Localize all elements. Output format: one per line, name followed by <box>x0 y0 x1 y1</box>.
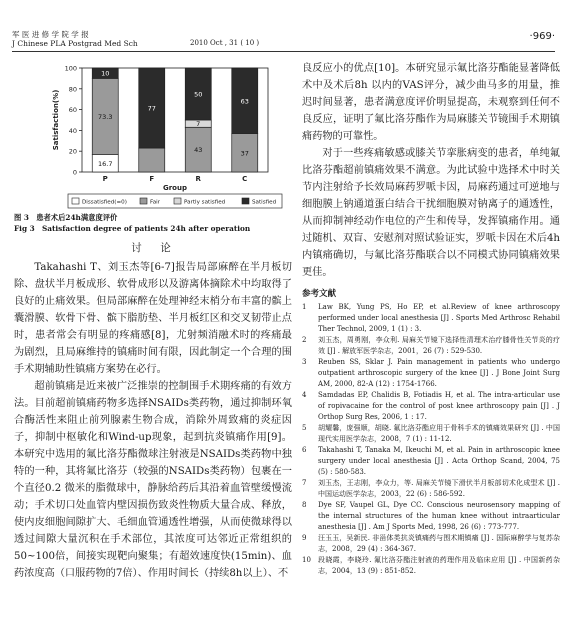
discussion-paragraph-2: 超前镇痛是近来被广泛推崇的控制围手术期疼痛的有效方法。目前超前镇痛药物多选择NSAIDs类药物，通过抑制环氧合酶活性来阻止前列腺素生物合成，消除外周致痛的炎症因子，抑制中枢敏化和Wind-up现象，起到抗炎镇痛作用[9]。本研究中选用的氟比洛芬酯微球注射液是NSAIDs类药物中独特的一种，其将氟比洛芬（较强的NSAIDs类药物）包裹在一个直径0.2 微米的脂微球中，静脉给药后其沿着血管壁缓慢流动；手术切口处血管内壁因损伤致炎性物质大量合成、释放，使内皮细胞间隙扩大、毛细血管通透性增强，从而使微球得以透过间隙大量沉积在手术部位，其浓度可达邻近正常组织的50~100倍，间接实现靶向聚集；有超效速度快(15min)、血药浓度高（口服药物的7倍）、作用时间长（持续8h以上）、不 <box>14 381 292 579</box>
legend-swatch <box>72 198 79 204</box>
reference-item <box>302 357 560 390</box>
legend-label: Fair <box>150 199 160 206</box>
stacked-bar-chart <box>14 60 292 212</box>
legend-label: Dissatisfied(=0) <box>82 199 127 206</box>
y-tick-label: 80 <box>68 85 77 94</box>
reference-item <box>302 555 560 577</box>
reference-number: 4 <box>302 391 307 399</box>
y-tick-label: 40 <box>68 126 77 135</box>
figure-caption-cn: 图 3 患者术后24h满意度评价 <box>14 213 118 222</box>
data-label: 50 <box>194 90 203 99</box>
reference-item <box>302 533 560 555</box>
data-label: 63 <box>240 97 249 106</box>
reference-text: 刘玉杰，王志刚，李众力，等. 局麻关节镜下滑伏半月板部切术化成型术 [J] . 中国运动医学杂志，2003，22 (6) : 586-592. <box>318 479 560 498</box>
journal-name-en: J Chinese PLA Postgrad Med Sch <box>12 39 138 48</box>
reference-item <box>302 445 560 478</box>
reference-text: Takahashi T, Tanaka M, Ikeuchi M, et al. Pain in arthroscopic knee surgery under local anesthesia [J] . Acta Orthop Scand, 2004, 75 (5) : 580-583. <box>318 446 560 476</box>
page-number: ·969· <box>529 31 555 42</box>
reference-item <box>302 302 560 335</box>
x-tick-label: R <box>195 175 201 183</box>
data-label: 37 <box>240 149 249 158</box>
reference-item <box>302 335 560 357</box>
data-label: 77 <box>147 104 156 113</box>
reference-text: 汪玉玉，吴新民. 非甾体类抗炎镇痛药与围术期镇痛 [J] . 国际麻醉学与复苏杂志，2008，29 (4) : 364-367. <box>318 534 560 553</box>
reference-number: 1 <box>302 303 307 311</box>
data-label: 73.3 <box>98 113 113 122</box>
reference-text: Law BK, Yung PS, Ho EP, et al.Review of knee arthroscopy performed under local anesthesia [J] . Sports Med Arthrosc Rehabil Ther Technol, 2009, 1 (1) : 3. <box>318 303 560 333</box>
y-tick-label: 20 <box>68 147 77 156</box>
y-axis-label: Satisfaction(%) <box>52 89 60 151</box>
reference-number: 8 <box>302 501 307 509</box>
data-label: 16.7 <box>98 159 113 168</box>
reference-text: Dye SF, Vaupel GL, Dye CC. Conscious neurosensory mapping of the internal structures of the human knee without intraarticular anesthesia [J] . Am J Sports Med, 1998, 26 (6) : 773-777. <box>318 501 560 531</box>
x-tick-label: F <box>149 175 155 183</box>
discussion-heading: 讨 论 <box>131 242 175 254</box>
y-tick-label: 100 <box>64 64 77 73</box>
legend-swatch <box>174 198 181 204</box>
discussion-paragraph-4: 对于一些疼痛敏感或膝关节挛胀病变的患者，单纯氟比洛芬酯超前镇痛效果不满意。为此试验中选择术中时关节内注射给予长效局麻药罗哌卡因，局麻药通过可逆地与细胞膜上钠通道蛋白结合干扰细胞膜对钠离子的通透性，从而抑制神经动作电位的产生和传导，发挥镇痛作用。通过随机、双盲、安慰剂对照试验证实，罗哌卡因在术后4h内镇痛确切，与氟比洛芬酯联合以不同模式协同镇痛效果更佳。 <box>302 148 560 278</box>
x-tick-label: P <box>102 175 108 183</box>
y-tick-label: 0 <box>72 168 77 177</box>
journal-name-cn: 军 医 进 修 学 院 学 报 <box>12 30 89 39</box>
reference-text: Samdadas EP, Chalidis B, Fotiadis H, et al. The intra-articular use of ropivacaine for the control of post knee arthroscopy pain [J] . J Orthop Surg Res, 2006, 1 : 17. <box>318 391 560 421</box>
discussion-paragraph-3: 良反应小的优点[10]。本研究显示氟比洛芬酯能显著降低术中及术后8h 以内的VAS评分，减少曲马多的用量，推迟时间显著，患者满意度评价明显提高，未观察到任何不良反应，证明了氟比洛芬酯作为局麻膝关节镜围手术期镇痛药物的可靠性。 <box>302 63 560 142</box>
legend-swatch <box>242 198 249 204</box>
reference-number: 3 <box>302 358 307 366</box>
reference-number: 7 <box>302 479 307 487</box>
reference-item <box>302 423 560 445</box>
reference-text: 刘玉杰，周勇刚，李众利. 局麻关节镜下选择性清理术治疗膝骨性关节炎的疗效 [J] . 解放军医学杂志，2001，26 (7) : 529-530. <box>318 336 560 355</box>
figure-caption-en: Fig 3 Satisfaction degree of patients 24h after operation <box>14 224 251 233</box>
legend-swatch <box>140 198 147 204</box>
reference-item <box>302 478 560 500</box>
reference-number: 9 <box>302 534 307 542</box>
figure-3-chart <box>14 60 292 212</box>
reference-item <box>302 500 560 533</box>
reference-number: 6 <box>302 446 307 454</box>
reference-number: 5 <box>302 424 307 432</box>
x-tick-label: C <box>242 175 248 183</box>
data-label: 10 <box>101 69 110 78</box>
left-column <box>14 60 292 582</box>
x-axis-label: Group <box>162 184 188 192</box>
reference-text: 胡耀馨，庞强顺，胡晓. 氟比洛芬酯应用于骨科手术的镇痛效果研究 [J] . 中国现代实用医学杂志，2008，7 (1) : 11-12. <box>318 424 560 443</box>
reference-list <box>302 302 560 577</box>
reference-number: 2 <box>302 336 307 344</box>
reference-item <box>302 390 560 423</box>
reference-text: Reuben SS, Sklar J. Pain management in patients who undergo outpatient arthroscopic surgery of the knee [J] . J Bone Joint Surg AM, 2000, 82-A (12) : 1754-1766. <box>318 358 560 388</box>
discussion-paragraph-1: Takahashi T、刘玉杰等[6-7]报告局部麻醉在半月板切除、盘状半月板成形、软骨成形以及游离体摘除术中均取得了良好的止痛效果。但局部麻醉在处理神经末梢分布丰富的髌上囊滑膜、软骨下骨、髌下脂肪垫、半月板红区和交叉韧带止点时，患者常会有明显的疼痛感[8]，尤射频消融术时的疼痛最为剧烈，且局麻维持的镇痛时间有限，因此制定一个合理的围手术期辅助性镇痛方案势在必行。 <box>14 262 292 375</box>
header-rule <box>12 51 555 52</box>
bar-segment <box>139 148 165 172</box>
running-header <box>12 30 555 48</box>
y-tick-label: 60 <box>68 106 77 115</box>
right-column <box>302 60 560 577</box>
reference-text: 段晓霞，李晓玲. 氟比洛芬酯注射液的药理作用及临床应用 [J] . 中国新药杂志，2004，13 (9) : 851-852. <box>318 556 560 575</box>
data-label: 43 <box>194 146 203 155</box>
reference-number: 10 <box>302 556 311 564</box>
issue-date: 2010 Oct , 31 ( 10 ) <box>190 39 260 47</box>
legend-label: Satisfied <box>252 199 277 206</box>
data-label: 7 <box>196 120 201 129</box>
legend-label: Partly satisfied <box>184 199 226 206</box>
references-heading: 参考文献 <box>302 289 337 299</box>
